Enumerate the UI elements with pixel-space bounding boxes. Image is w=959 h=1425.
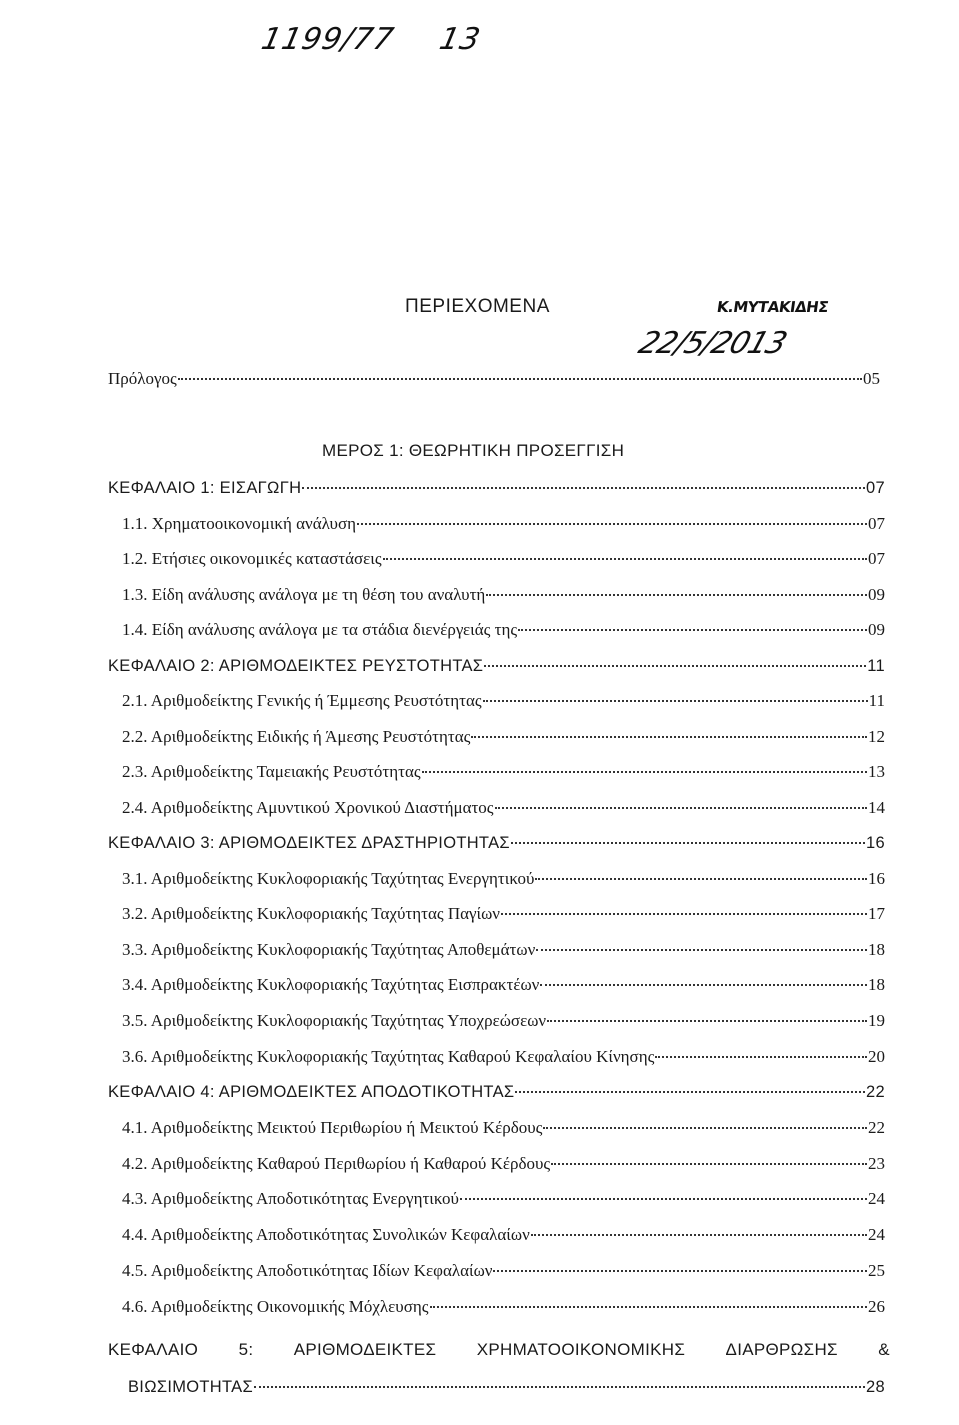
toc-entry-page: 24 (868, 1189, 885, 1208)
toc-entry-label: ΚΕΦΑΛΑΙΟ 1: ΕΙΣΑΓΩΓΗ (108, 479, 302, 497)
toc-entry-page: 07 (866, 479, 885, 497)
toc-entry-label: ΚΕΦΑΛΑΙΟ 4: ΑΡΙΘΜΟΔΕΙΚΤΕΣ ΑΠΟΔΟΤΙΚΟΤΗΤΑΣ (108, 1083, 515, 1101)
toc-entry-label: 2.3. Αριθμοδείκτης Ταμειακής Ρευστότητας (122, 762, 421, 781)
dot-leader (493, 1270, 867, 1272)
toc-section-entry (122, 1153, 885, 1175)
toc-section-entry (122, 513, 885, 535)
dot-leader (486, 594, 867, 596)
chapter-5-heading (108, 1340, 890, 1360)
toc-section-entry (122, 761, 885, 783)
toc-entry-page: 18 (868, 975, 885, 994)
dot-leader (518, 629, 867, 631)
dot-leader (501, 913, 867, 915)
dot-leader (547, 1020, 867, 1022)
toc-entry-label: 2.4. Αριθμοδείκτης Αμυντικού Χρονικού Διαστήματος (122, 798, 494, 817)
toc-entry-page: 24 (868, 1225, 885, 1244)
toc-entry-label: Πρόλογος (108, 369, 177, 388)
toc-entry-page: 17 (868, 904, 885, 923)
toc-entry-label: 3.6. Αριθμοδείκτης Κυκλοφοριακής Ταχύτητας Καθαρού Κεφαλαίου Κίνησης (122, 1047, 655, 1066)
toc-chapter-entry (108, 655, 885, 677)
toc-entry-label: 4.3. Αριθμοδείκτης Αποδοτικότητας Ενεργητικού (122, 1189, 459, 1208)
toc-entry-page: 14 (868, 798, 885, 817)
dot-leader (543, 1127, 867, 1129)
dot-leader (531, 1234, 867, 1236)
dot-leader (460, 1198, 867, 1200)
toc-entry-page: 16 (868, 869, 885, 888)
toc-prologue-entry (108, 368, 880, 390)
handwritten-date: 22/5/2013 (634, 326, 791, 361)
toc-entry-page: 09 (868, 585, 885, 604)
toc-section-entry (122, 903, 885, 925)
toc-section-entry (122, 797, 885, 819)
page-title: ΠΕΡΙΕΧΟΜΕΝΑ (405, 296, 550, 317)
dot-leader (302, 487, 865, 489)
toc-entry-label: 4.4. Αριθμοδείκτης Αποδοτικότητας Συνολικών Κεφαλαίων (122, 1225, 530, 1244)
dot-leader (483, 700, 868, 702)
toc-entry-page: 28 (866, 1378, 885, 1396)
toc-entry-label: ΚΕΦΑΛΑΙΟ 3: ΑΡΙΘΜΟΔΕΙΚΤΕΣ ΔΡΑΣΤΗΡΙΟΤΗΤΑΣ (108, 834, 510, 852)
toc-entry-label: 3.4. Αριθμοδείκτης Κυκλοφοριακής Ταχύτητας Εισπρακτέων (122, 975, 540, 994)
dot-leader (178, 378, 862, 380)
chapter-5-word: & (878, 1340, 890, 1359)
dot-leader (357, 523, 867, 525)
dot-leader (540, 984, 867, 986)
handwritten-reference: 1199/77 (258, 22, 398, 57)
toc-entry-page: 25 (868, 1261, 885, 1280)
toc-entry-label: 4.2. Αριθμοδείκτης Καθαρού Περιθωρίου ή Καθαρού Κέρδους (122, 1154, 551, 1173)
toc-entry-page: 22 (868, 1118, 885, 1137)
dot-leader (511, 842, 865, 844)
dot-leader (495, 807, 867, 809)
toc-section-entry (122, 868, 885, 890)
toc-entry-page: 19 (868, 1011, 885, 1030)
toc-section-entry (122, 690, 885, 712)
toc-entry-page: 05 (863, 369, 880, 388)
toc-section-entry (122, 1188, 885, 1210)
toc-entry-page: 22 (866, 1083, 885, 1101)
toc-entry-label: 1.4. Είδη ανάλυσης ανάλογα με τα στάδια διενέργειάς της (122, 620, 518, 639)
toc-section-entry (122, 584, 885, 606)
toc-entry-page: 26 (868, 1297, 885, 1316)
toc-entry-label: ΒΙΩΣΙΜΟΤΗΤΑΣ (128, 1378, 253, 1396)
stamp-name: Κ.ΜΥΤΑΚΙΔΗΣ (715, 298, 830, 316)
chapter-5-word: 5: (238, 1340, 254, 1359)
toc-entry-label: 3.1. Αριθμοδείκτης Κυκλοφοριακής Ταχύτητας Ενεργητικού (122, 869, 535, 888)
toc-section-entry (122, 619, 885, 641)
dot-leader (655, 1056, 867, 1058)
toc-entry-page: 20 (868, 1047, 885, 1066)
toc-entry-page: 12 (868, 727, 885, 746)
toc-chapter-entry (108, 1081, 885, 1103)
toc-section-entry (122, 1117, 885, 1139)
toc-entry-label: 2.2. Αριθμοδείκτης Ειδικής ή Άμεσης Ρευστότητας (122, 727, 471, 746)
toc-entry-label: 1.1. Χρηματοοικονομική ανάλυση (122, 514, 357, 533)
dot-leader (515, 1091, 865, 1093)
toc-entry-label: 3.5. Αριθμοδείκτης Κυκλοφοριακής Ταχύτητας Υποχρεώσεων (122, 1011, 547, 1030)
toc-entry-label: 3.3. Αριθμοδείκτης Κυκλοφοριακής Ταχύτητας Αποθεμάτων (122, 940, 536, 959)
dot-leader (536, 949, 867, 951)
toc-entry-page: 07 (868, 514, 885, 533)
chapter-5-word: ΧΡΗΜΑΤΟΟΙΚΟΝΟΜΙΚΗΣ (476, 1340, 686, 1359)
toc-section-entry (122, 1010, 885, 1032)
chapter-5-word: ΚΕΦΑΛΑΙΟ (108, 1340, 199, 1359)
toc-entry-page: 13 (868, 762, 885, 781)
toc-entry-page: 09 (868, 620, 885, 639)
dot-leader (471, 736, 867, 738)
toc-entry-page: 16 (866, 834, 885, 852)
toc-entry-page: 23 (868, 1154, 885, 1173)
dot-leader (430, 1306, 868, 1308)
handwritten-page-number: 13 (436, 22, 484, 57)
toc-section-entry (122, 939, 885, 961)
dot-leader (551, 1163, 867, 1165)
toc-entry-page: 18 (868, 940, 885, 959)
dot-leader (535, 878, 867, 880)
dot-leader (422, 771, 867, 773)
dot-leader (484, 665, 866, 667)
toc-section-entry (122, 548, 885, 570)
toc-section-entry (122, 726, 885, 748)
toc-entry-label: ΚΕΦΑΛΑΙΟ 2: ΑΡΙΘΜΟΔΕΙΚΤΕΣ ΡΕΥΣΤΟΤΗΤΑΣ (108, 657, 484, 675)
part-heading: ΜΕΡΟΣ 1: ΘΕΩΡΗΤΙΚΗ ΠΡΟΣΕΓΓΙΣΗ (322, 441, 625, 460)
toc-section-entry (122, 974, 885, 996)
toc-entry-page: 11 (867, 657, 885, 675)
toc-entry-label: 1.2. Ετήσιες οικονομικές καταστάσεις (122, 549, 382, 568)
toc-entry-label: 4.6. Αριθμοδείκτης Οικονομικής Μόχλευσης (122, 1297, 429, 1316)
toc-entry-label: 4.1. Αριθμοδείκτης Μεικτού Περιθωρίου ή Μεικτού Κέρδους (122, 1118, 543, 1137)
toc-section-entry (122, 1224, 885, 1246)
toc-entry-label: 1.3. Είδη ανάλυσης ανάλογα με τη θέση του αναλυτή (122, 585, 486, 604)
toc-chapter-entry (108, 477, 885, 499)
dot-leader (254, 1386, 865, 1388)
toc-entry-page: 11 (868, 691, 885, 710)
toc-section-entry (122, 1260, 885, 1282)
chapter-5-word: ΔΙΑΡΘΡΩΣΗΣ (725, 1340, 838, 1359)
toc-entry-chapter-5-continued (128, 1376, 885, 1398)
chapter-5-word: ΑΡΙΘΜΟΔΕΙΚΤΕΣ (293, 1340, 437, 1359)
dot-leader (383, 558, 867, 560)
toc-entry-label: 4.5. Αριθμοδείκτης Αποδοτικότητας Ιδίων Κεφαλαίων (122, 1261, 493, 1280)
toc-section-entry (122, 1296, 885, 1318)
toc-entry-label: 2.1. Αριθμοδείκτης Γενικής ή Έμμεσης Ρευστότητας (122, 691, 482, 710)
toc-entry-label: 3.2. Αριθμοδείκτης Κυκλοφοριακής Ταχύτητας Παγίων (122, 904, 500, 923)
toc-chapter-entry (108, 832, 885, 854)
toc-entry-page: 07 (868, 549, 885, 568)
toc-section-entry (122, 1046, 885, 1068)
